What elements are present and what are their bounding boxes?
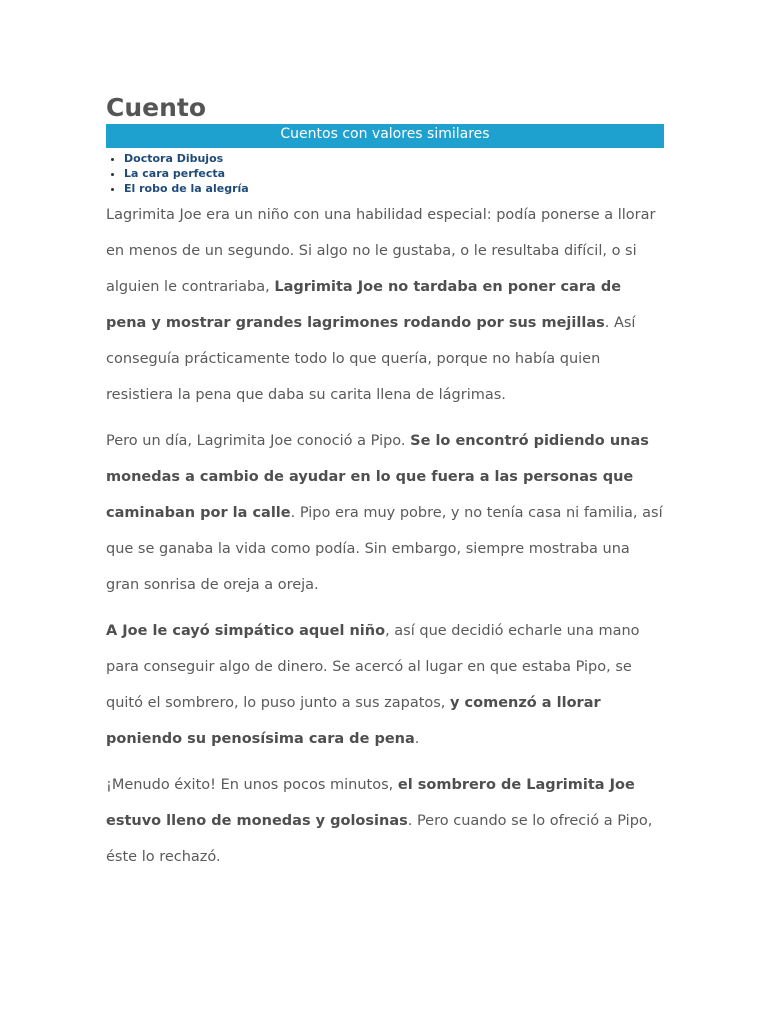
bold-text-segment: el sombrero de Lagrimita Joe estuvo lleno de monedas y golosinas	[106, 777, 635, 829]
story-paragraph	[106, 613, 664, 757]
story-body	[106, 197, 664, 875]
story-paragraph	[106, 423, 664, 603]
story-paragraph	[106, 767, 664, 875]
related-stories-banner: Cuentos con valores similares	[106, 124, 664, 148]
text-segment: .	[414, 731, 420, 747]
story-paragraph	[106, 197, 664, 413]
text-segment: , así que decidió echarle una mano para conseguir algo de dinero. Se acercó al lugar en que estaba Pipo, se quitó el sombrero, lo puso junto a sus zapatos,	[106, 623, 640, 711]
text-segment: Pero un día, Lagrimita Joe conoció a Pipo.	[106, 433, 411, 449]
related-story-link[interactable]: • Doctora Dibujos	[124, 151, 664, 166]
bold-text-segment: y comenzó a llorar poniendo su penosísima cara de pena	[106, 695, 601, 747]
related-story-link[interactable]: • El robo de la alegría	[124, 181, 664, 196]
text-segment: Lagrimita Joe era un niño con una habilidad especial: podía ponerse a llorar en menos de un segundo. Si algo no le gustaba, o le resultaba difícil, o si alguien le contrariaba,	[106, 207, 656, 295]
text-segment: ¡Menudo éxito! En unos pocos minutos,	[106, 777, 398, 793]
text-segment: . Pero cuando se lo ofreció a Pipo, éste lo rechazó.	[106, 813, 653, 865]
text-segment: . Así conseguía prácticamente todo lo que quería, porque no había quien resistiera la pena que daba su carita llena de lágrimas.	[106, 315, 636, 403]
bold-text-segment: Lagrimita Joe no tardaba en poner cara de pena y mostrar grandes lagrimones rodando por sus mejillas	[106, 279, 622, 331]
bold-text-segment: A Joe le cayó simpático aquel niño	[106, 623, 386, 639]
page-title: Cuento	[106, 93, 207, 122]
related-story-link[interactable]: • La cara perfecta	[124, 166, 664, 181]
related-stories-list	[106, 151, 664, 196]
bold-text-segment: Se lo encontró pidiendo unas monedas a cambio de ayudar en lo que fuera a las personas que caminaban por la calle	[106, 433, 649, 521]
document-page	[106, 92, 664, 885]
text-segment: . Pipo era muy pobre, y no tenía casa ni familia, así que se ganaba la vida como podía. Sin embargo, siempre mostraba una gran sonrisa de oreja a oreja.	[106, 505, 663, 593]
